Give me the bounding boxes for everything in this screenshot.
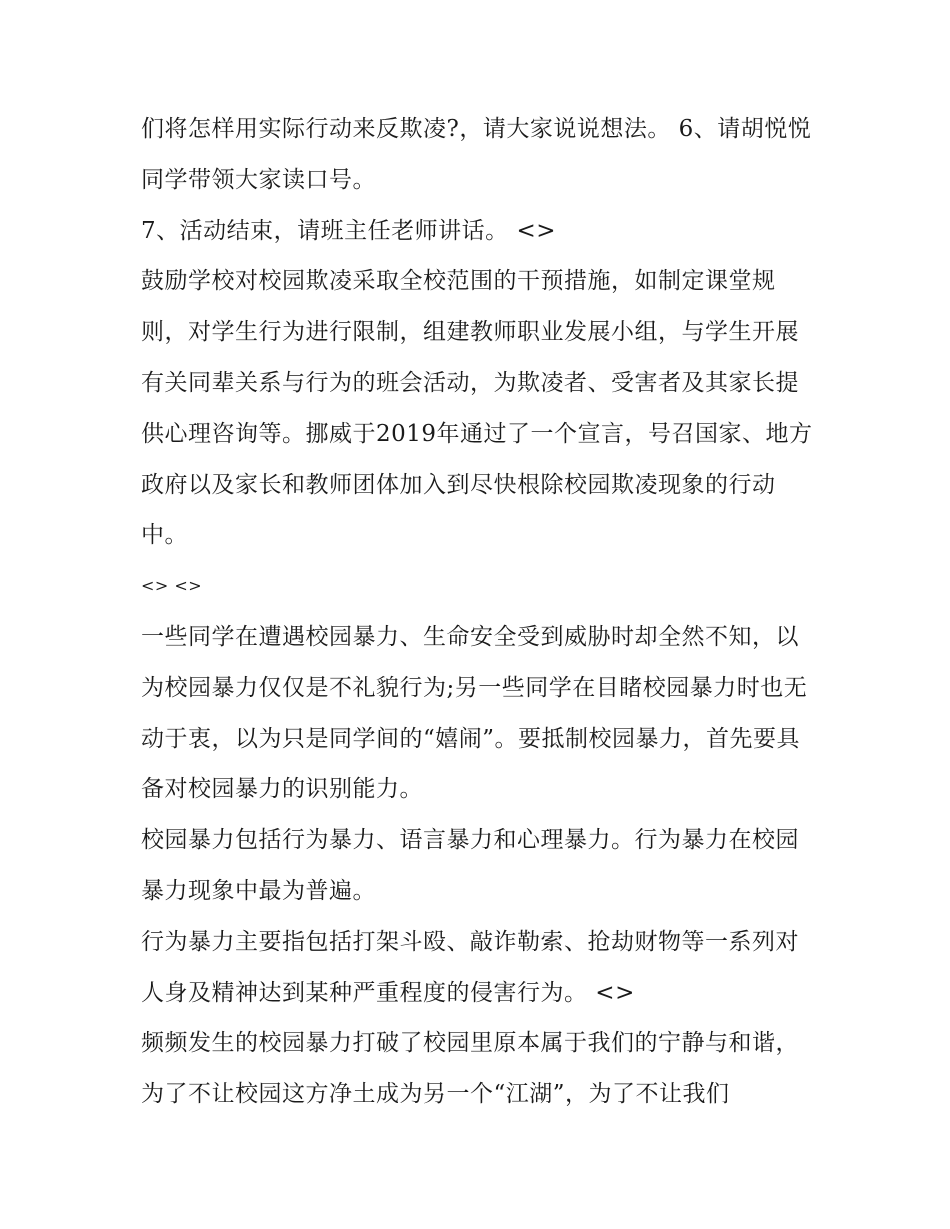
document-page	[141, 104, 821, 1120]
paragraph-6: 校园暴力包括行为暴力、语言暴力和心理暴力。行为暴力在校园暴力现象中最为普遍。	[141, 827, 799, 904]
paragraph-5: 一些同学在遭遇校园暴力、生命安全受到威胁时却全然不知，以为校园暴力仅仅是不礼貌行为;另一些同学在目睹校园暴力时也无动于衷，以为只是同学间的“嬉闹”。要抵制校园暴力，首先要具备对校园暴力的识别能力。	[141, 623, 808, 803]
paragraph-3: 鼓励学校对校园欺凌采取全校范围的干预措施，如制定课堂规则，对学生行为进行限制，组建教师职业发展小组，与学生开展有关同辈关系与行为的班会活动，为欺凌者、受害者及其家长提供心理咨询等。挪威于2019年通过了一个宣言，号召国家、地方政府以及家长和教师团体加入到尽快根除校园欺凌现象的行动中。	[141, 268, 813, 549]
paragraph-2: 7、活动结束，请班主任老师讲话。 <>	[141, 217, 556, 244]
paragraph-4: <> <>	[141, 576, 203, 596]
paragraph-8: 频频发生的校园暴力打破了校园里原本属于我们的宁静与和谐，为了不让校园这方净土成为另一个“江湖”，为了不让我们	[141, 1030, 799, 1108]
paragraph-1: 们将怎样用实际行动来反欺凌?，请大家说说想法。 6、请胡悦悦同学带领大家读口号。	[141, 116, 812, 193]
paragraph-7: 行为暴力主要指包括打架斗殴、敲诈勒索、抢劫财物等一系列对人身及精神达到某种严重程度的侵害行为。 <>	[141, 928, 799, 1006]
